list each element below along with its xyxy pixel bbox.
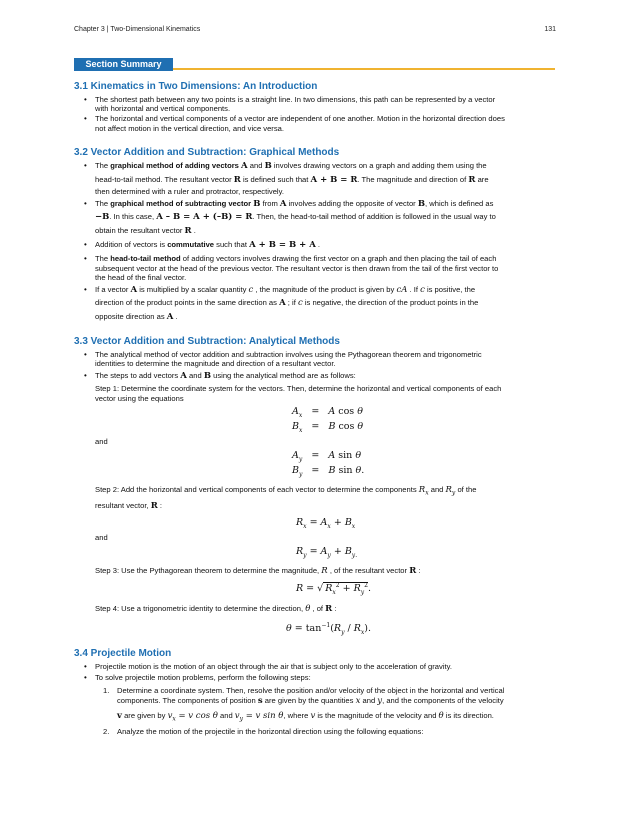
text-line: v are given by $v_x = v$ cos θ and $v_y = v$ sin θ, where v is the magnitude of the velocity and θ is its direction. xyxy=(117,711,494,723)
text-line: subsequent vector at the head of the previous vector. The resultant vector is then drawn from the tail of the first vector to xyxy=(95,264,499,273)
page-number: 131 xyxy=(544,26,556,33)
text-line: The head-to-tail method of adding vectors involves drawing the first vector on a graph and then placing the tail of each xyxy=(95,254,497,263)
bullet: • xyxy=(84,161,87,170)
bullet: • xyxy=(84,350,87,359)
bullet: • xyxy=(84,254,87,263)
text-line: components. The components of position s are given by the quantities x and y, and the components of the velocity xyxy=(117,696,504,706)
text-line: Analyze the motion of the projectile in the horizontal direction using the following equations: xyxy=(117,727,424,736)
banner-label: Section Summary xyxy=(85,59,162,69)
text-line: identities to determine the magnitude and direction of a resultant vector. xyxy=(95,359,336,368)
text-line: The graphical method of subtracting vector B from A involves adding the opposite of vector B, which is defined as xyxy=(95,199,494,209)
text-line: Step 4: Use a trigonometric identity to determine the direction, θ , of R : xyxy=(95,604,337,614)
bullet: • xyxy=(84,285,87,294)
equation-magnitude: R = √ $R_x^2 + R_y^2$. xyxy=(296,582,371,597)
text-line: vector using the equations xyxy=(95,394,184,403)
text-line: the head of the final vector. xyxy=(95,273,187,282)
text-line: Step 3: Use the Pythagorean theorem to determine the magnitude, R , of the resultant vector R : xyxy=(95,566,421,576)
equation-bx: $B_x = B$ cos θ xyxy=(292,421,364,434)
banner-tab xyxy=(74,58,173,71)
section-3-1-title: 3.1 Kinematics in Two Dimensions: An Introduction xyxy=(74,81,318,92)
equation-direction: $\theta = \tan^{-1}(R_y / R_x)$. xyxy=(286,622,371,637)
equation-by: $B_y = B$ sin θ. xyxy=(292,465,365,478)
text-line: not affect motion in the vertical direction, and vice versa. xyxy=(95,124,284,133)
running-header: Chapter 3 | Two-Dimensional Kinematics xyxy=(74,26,201,33)
text-line: The shortest path between any two points is a straight line. In two dimensions, this path can be represented by a vector xyxy=(95,95,496,104)
bullet: • xyxy=(84,371,87,380)
equation-ax: $A_x = A$ cos θ xyxy=(292,406,363,419)
bullet: • xyxy=(84,199,87,208)
bullet: • xyxy=(84,114,87,123)
text-line: direction of the product points in the same direction as A ; if c is negative, the direction of the product points in the xyxy=(95,298,479,308)
text-line: Addition of vectors is commutative such that A + B = B + A . xyxy=(95,240,321,250)
text-line: Determine a coordinate system. Then, resolve the position and/or velocity of the object in the horizontal and vertical xyxy=(117,686,505,695)
text-line: Step 1: Determine the coordinate system for the vectors. Then, determine the horizontal and vertical components of each xyxy=(95,384,502,393)
bullet: • xyxy=(84,662,87,671)
text-line: and xyxy=(95,437,108,446)
text-line: The steps to add vectors A and B using the analytical method are as follows: xyxy=(95,371,356,381)
equation-ay: $A_y = A$ sin θ xyxy=(292,450,362,463)
list-number: 1. xyxy=(103,686,110,695)
text-line: and xyxy=(95,533,108,542)
text-line: resultant vector, R : xyxy=(95,501,163,511)
text-line: head-to-tail method. The resultant vector R is defined such that A + B = R. The magnitude and direction of R are xyxy=(95,175,489,185)
list-number: 2. xyxy=(103,727,110,736)
text-line: The graphical method of adding vectors A and B involves drawing vectors on a graph and adding them using the xyxy=(95,161,487,171)
text-line: −B. In this case, A – B = A + (–B) = R. Then, the head-to-tail method of addition is followed in the usual way to xyxy=(95,212,496,222)
equation-rx: $R_x = A_x + B_x$ xyxy=(296,517,356,530)
text-line: If a vector A is multiplied by a scalar quantity c , the magnitude of the product is given by cA . If c is positive, the xyxy=(95,285,476,295)
bullet: • xyxy=(84,95,87,104)
section-3-4-title: 3.4 Projectile Motion xyxy=(74,648,172,659)
text-line: Projectile motion is the motion of an object through the air that is subject only to the acceleration of gravity. xyxy=(95,662,452,671)
section-3-2-title: 3.2 Vector Addition and Subtraction: Graphical Methods xyxy=(74,147,340,158)
section-summary-banner xyxy=(74,58,555,71)
equation-ry: $R_y = A_y + B_{y.}$ xyxy=(296,546,358,559)
bullet: • xyxy=(84,240,87,249)
text-line: opposite direction as A . xyxy=(95,312,178,322)
section-3-3-title: 3.3 Vector Addition and Subtraction: Analytical Methods xyxy=(74,336,340,347)
text-line: Step 2: Add the horizontal and vertical components of each vector to determine the components $R_x$ and $R_y$ of the xyxy=(95,485,477,497)
text-line: with horizontal and vertical components. xyxy=(95,104,231,113)
text-line: The horizontal and vertical components of a vector are independent of one another. Motion in the horizontal direction does xyxy=(95,114,505,123)
text-line: To solve projectile motion problems, perform the following steps: xyxy=(95,673,311,682)
text-line: The analytical method of vector addition and subtraction involves using the Pythagorean theorem and trigonometric xyxy=(95,350,482,359)
bullet: • xyxy=(84,673,87,682)
text-line: then determined with a ruler and protractor, respectively. xyxy=(95,187,284,196)
text-line: obtain the resultant vector R . xyxy=(95,226,196,236)
